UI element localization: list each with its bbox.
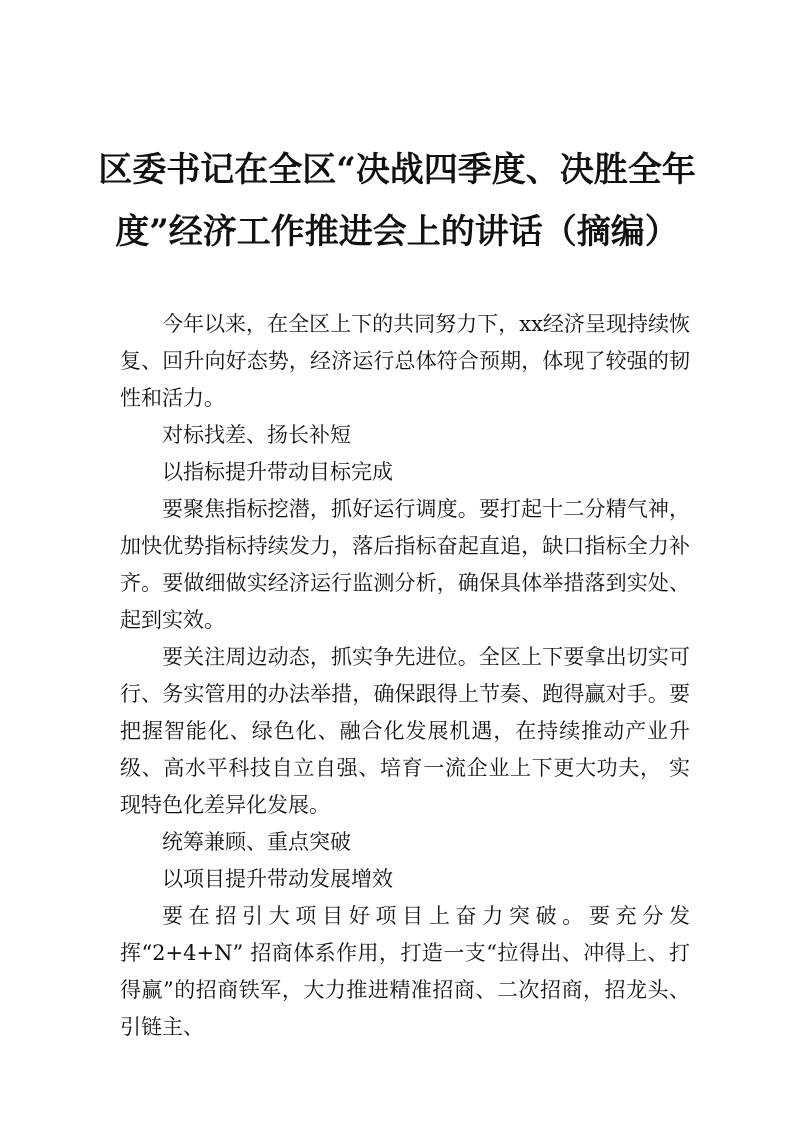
document-body <box>120 306 690 1046</box>
document-title-line-2: 度”经济工作推进会上的讲话（摘编） <box>115 212 679 252</box>
document-title-line-1: 区委书记在全区“决战四季度、决胜全年 <box>98 150 696 190</box>
paragraph: 要关注周边动态，抓实争先进位。全区上下要拿出切实可行、务实管用的办法举措，确保跟得上节奏、跑得赢对手。要把握智能化、绿色化、融合化发展机遇，在持续推动产业升级、高水平科技自立自强、培育一流企业上下更大功夫， 实现特色化差异化发展。 <box>120 645 690 817</box>
paragraph-intro: 今年以来，在全区上下的共同努力下，xx经济呈现持续恢复、回升向好态势，经济运行总体符合预期，体现了较强的韧性和活力。 <box>120 312 690 410</box>
section-subheading: 以项目提升带动发展增效 <box>162 867 393 891</box>
section-heading: 对标找差、扬长补短 <box>162 423 351 447</box>
section-subheading: 以指标提升带动目标完成 <box>162 460 393 484</box>
section-heading: 统筹兼顾、重点突破 <box>162 830 351 854</box>
paragraph: 要聚焦指标挖潜，抓好运行调度。要打起十二分精气神，加快优势指标持续发力，落后指标奋起直追，缺口指标全力补齐。要做细做实经济运行监测分析，确保具体举措落到实处、起到实效。 <box>120 497 690 632</box>
paragraph: 要在招引大项目好项目上奋力突破。要充分发挥“2+4+N” 招商体系作用，打造一支“拉得出、冲得上、打得赢”的招商铁军，大力推进精准招商、二次招商，招龙头、引链主、 <box>120 904 690 1039</box>
